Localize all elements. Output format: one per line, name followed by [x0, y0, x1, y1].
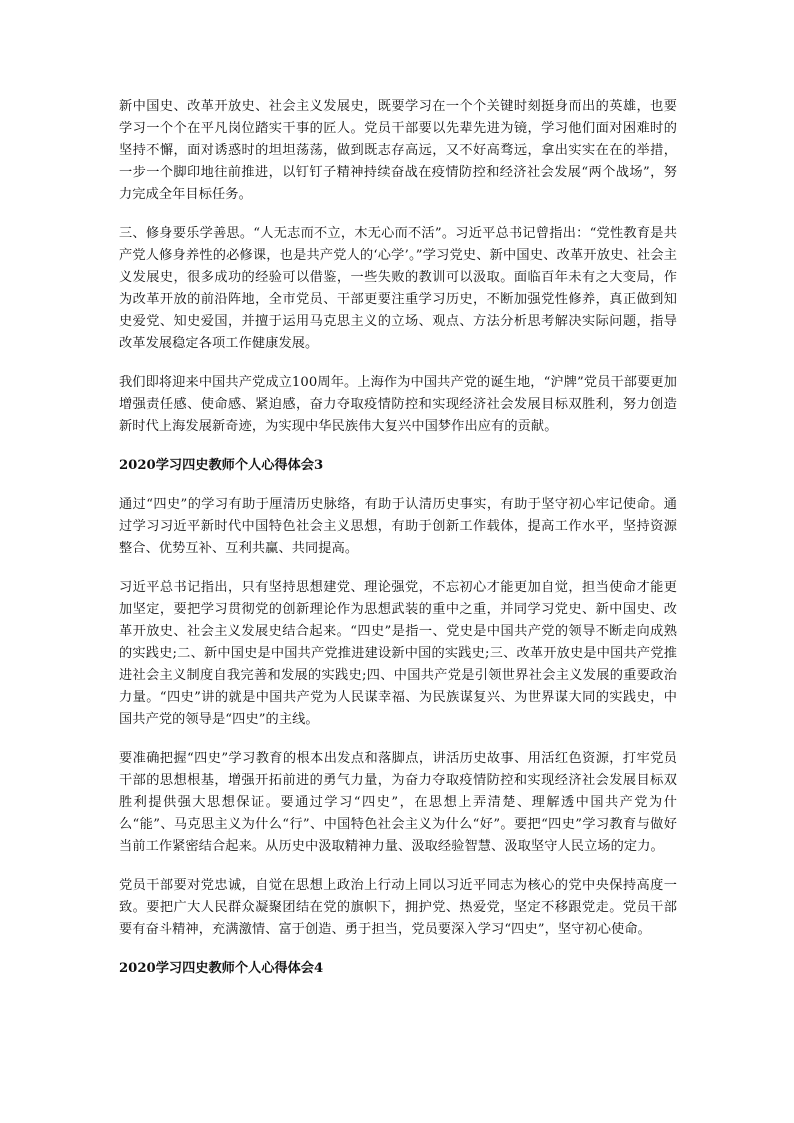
paragraph-self-cultivation: 三、修身要乐学善思。“人无志而不立，木无心而不活”。习近平总书记曾指出：“党性教育是共产党人修身养性的必修课，也是共产党人的‘心学’。”学习党史、新中国史、改革开放史、社会主义发展史，很多成功的经验可以借鉴，一些失败的教训可以汲取。面临百年未有之大变局，作为改革开放的前沿阵地，全市党员、干部更要注重学习历史，不断加强党性修养，真正做到知史爱党、知史爱国，并擅于运用马克思主义的立场、观点、方法分析思考解决实际问题，指导改革发展稳定各项工作健康发展。	[119, 226, 677, 351]
paragraph-gap	[119, 858, 677, 875]
paragraph-gap	[119, 355, 677, 372]
document-page	[119, 96, 677, 980]
paragraph-gap	[119, 438, 677, 455]
paragraph-gap	[119, 731, 677, 748]
paragraph-gap	[119, 477, 677, 494]
paragraph-gap	[119, 560, 677, 577]
paragraph-loyalty: 党员干部要对党忠诚，自觉在思想上政治上行动上同以习近平同志为核心的党中央保持高度一致。要把广大人民群众凝聚团结在党的旗帜下，拥护党、热爱党，坚定不移跟党走。党员干部要有奋斗精神，充满激情、富于创造、勇于担当，党员要深入学习“四史”，坚守初心使命。	[119, 878, 677, 937]
paragraph-gap	[119, 941, 677, 958]
section-heading-4: 2020学习四史教师个人心得体会4	[119, 961, 324, 976]
paragraph-four-histories-definition: 习近平总书记指出，只有坚持思想建党、理论强党，不忘初心才能更加自觉，担当使命才能更加坚定，要把学习贯彻党的创新理论作为思想武装的重中之重，并同学习党史、新中国史、改革开放史、社会主义发展史结合起来。“四史”是指一、党史是中国共产党的领导不断走向成熟的实践史;二、新中国史是中国共产党推进建设新中国的实践史;三、改革开放史是中国共产党推进社会主义制度自我完善和发展的实践史;四、中国共产党是引领世界社会主义发展的重要政治力量。“四史”讲的就是中国共产党为人民谋幸福、为民族谋复兴、为世界谋大同的实践史，中国共产党的领导是“四史”的主线。	[119, 580, 677, 727]
paragraph-party-centenary: 我们即将迎来中国共产党成立100周年。上海作为中国共产党的诞生地，“沪牌”党员干部要更加增强责任感、使命感、紧迫感，奋力夺取疫情防控和实现经济社会发展目标双胜利，努力创造新时代上海发展新奇迹，为实现中华民族伟大复兴中国梦作出应有的贡献。	[119, 375, 677, 434]
paragraph-study-education: 要准确把握“四史”学习教育的根本出发点和落脚点，讲活历史故事、用活红色资源，打牢党员干部的思想根基，增强开拓前进的勇气力量，为奋力夺取疫情防控和实现经济社会发展目标双胜利提供强大思想保证。要通过学习“四史”，在思想上弄清楚、理解透中国共产党为什么“能”、马克思主义为什么“行”、中国特色社会主义为什么“好”。要把“四史”学习教育与做好当前工作紧密结合起来。从历史中汲取精神力量、汲取经验智慧、汲取坚守人民立场的定力。	[119, 751, 677, 854]
paragraph-heroes-and-craftsmen: 新中国史、改革开放史、社会主义发展史，既要学习在一个个关键时刻挺身而出的英雄，也要学习一个个在平凡岗位踏实干事的匠人。党员干部要以先辈先进为镜，学习他们面对困难时的坚持不懈，面对诱惑时的坦坦荡荡，做到既志存高远，又不好高骛远，拿出实实在在的举措，一步一个脚印地往前推进，以钉钉子精神持续奋战在疫情防控和经济社会发展“两个战场”，努力完成全年目标任务。	[119, 99, 677, 202]
paragraph-gap	[119, 206, 677, 223]
paragraph-four-histories-benefits: 通过“四史”的学习有助于厘清历史脉络，有助于认清历史事实，有助于坚守初心牢记使命。通过学习习近平新时代中国特色社会主义思想，有助于创新工作载体，提高工作水平，坚持资源整合、优势互补、互利共赢、共同提高。	[119, 497, 677, 556]
section-heading-3: 2020学习四史教师个人心得体会3	[119, 458, 324, 473]
